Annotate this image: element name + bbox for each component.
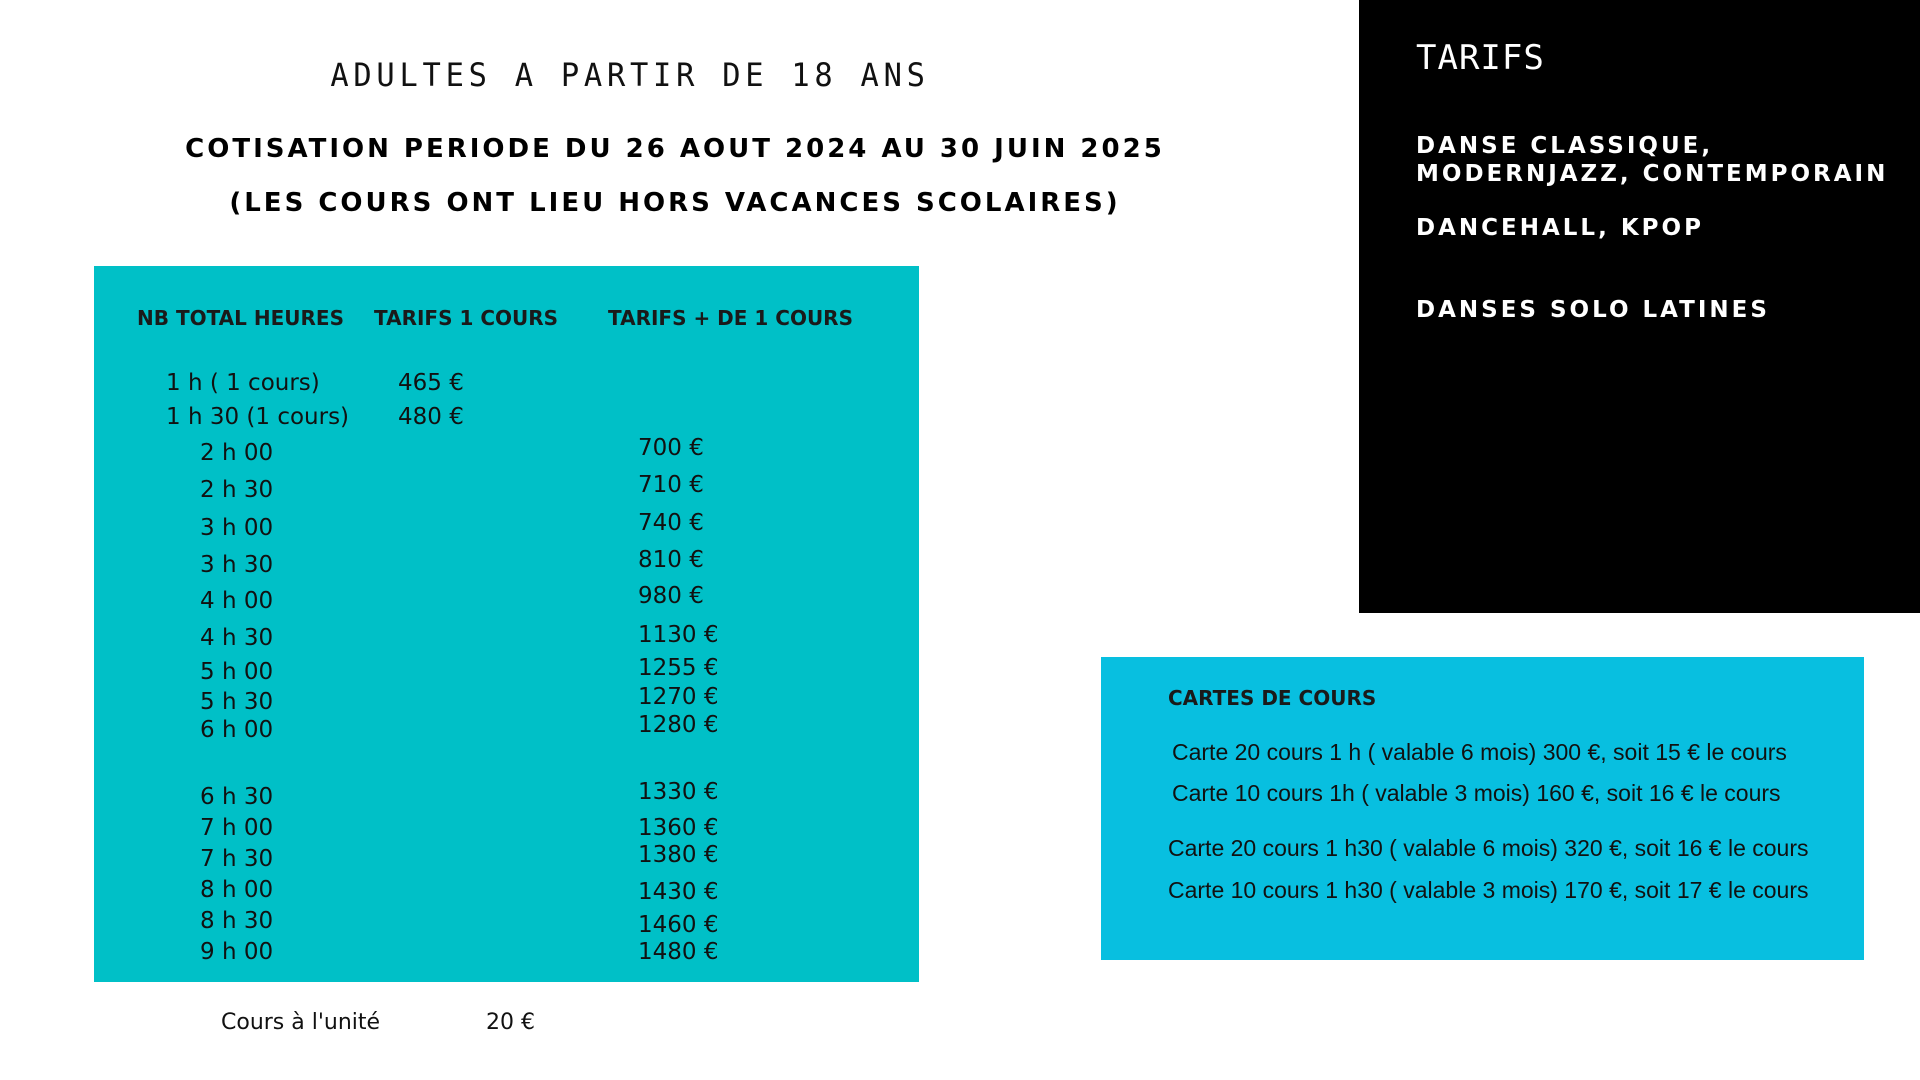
table-row-price: 700 € [638, 435, 704, 461]
subtitle: ADULTES A PARTIR DE 18 ANS [330, 56, 930, 94]
table-row-hours: 6 h 00 [200, 717, 274, 743]
table-row-price: 710 € [638, 472, 704, 498]
headline-period: COTISATION PERIODE DU 26 AOUT 2024 AU 30 JUIN 2025 [185, 134, 1165, 164]
table-row-hours: 5 h 00 [200, 659, 274, 685]
unit-price-value: 20 € [486, 1010, 535, 1035]
table-row-price: 1280 € [638, 712, 719, 738]
table-row-hours: 3 h 30 [200, 552, 274, 578]
tarifs-dancehall-kpop: DANCEHALL, KPOP [1416, 215, 1704, 241]
table-row-price: 1130 € [638, 622, 719, 648]
table-row-hours: 5 h 30 [200, 689, 274, 715]
column-header-hours: NB TOTAL HEURES [137, 306, 344, 330]
card-offer: Carte 20 cours 1 h ( valable 6 mois) 300 €, soit 15 € le cours [1172, 739, 1787, 765]
table-row-hours: 6 h 30 [200, 784, 274, 810]
tarifs-danses-latines: DANSES SOLO LATINES [1416, 297, 1770, 323]
tarifs-dance-classique: DANSE CLASSIQUE, [1416, 133, 1714, 159]
table-row-hours: 2 h 00 [200, 440, 274, 466]
table-row-price: 810 € [638, 547, 704, 573]
table-row-price: 1380 € [638, 842, 719, 868]
table-row-hours: 8 h 30 [200, 908, 274, 934]
table-row-hours: 8 h 00 [200, 877, 274, 903]
unit-price-label: Cours à l'unité [221, 1010, 381, 1035]
card-offer: Carte 10 cours 1 h30 ( valable 3 mois) 170 €, soit 17 € le cours [1168, 877, 1809, 903]
table-row-price: 480 € [398, 404, 464, 430]
table-row-hours: 4 h 30 [200, 625, 274, 651]
table-row-hours: 9 h 00 [200, 939, 274, 965]
table-row-price: 1330 € [638, 779, 719, 805]
table-row-hours: 7 h 00 [200, 815, 274, 841]
table-row-price: 1270 € [638, 684, 719, 710]
table-row-price: 1360 € [638, 815, 719, 841]
cards-title: CARTES DE COURS [1168, 686, 1377, 710]
card-offer: Carte 20 cours 1 h30 ( valable 6 mois) 320 €, soit 16 € le cours [1168, 835, 1809, 861]
table-row-price: 1430 € [638, 879, 719, 905]
table-row-hours: 1 h ( 1 cours) [166, 370, 320, 396]
tarifs-title: TARIFS [1416, 38, 1545, 78]
table-row-price: 740 € [638, 510, 704, 536]
table-row-hours: 4 h 00 [200, 588, 274, 614]
table-row-hours: 1 h 30 (1 cours) [166, 404, 350, 430]
table-row-price: 465 € [398, 370, 464, 396]
table-row-price: 1480 € [638, 939, 719, 965]
column-header-one-course: TARIFS 1 COURS [374, 306, 559, 330]
table-row-price: 1255 € [638, 655, 719, 681]
table-row-hours: 7 h 30 [200, 846, 274, 872]
card-offer: Carte 10 cours 1h ( valable 3 mois) 160 €, soit 16 € le cours [1172, 780, 1781, 806]
headline-holidays: (LES COURS ONT LIEU HORS VACANCES SCOLAIRES) [229, 188, 1121, 218]
table-row-price: 980 € [638, 583, 704, 609]
column-header-multi-course: TARIFS + DE 1 COURS [608, 306, 853, 330]
table-row-hours: 2 h 30 [200, 477, 274, 503]
table-row-price: 1460 € [638, 912, 719, 938]
table-row-hours: 3 h 00 [200, 515, 274, 541]
tarifs-dance-modernjazz: MODERNJAZZ, CONTEMPORAIN [1416, 161, 1889, 187]
